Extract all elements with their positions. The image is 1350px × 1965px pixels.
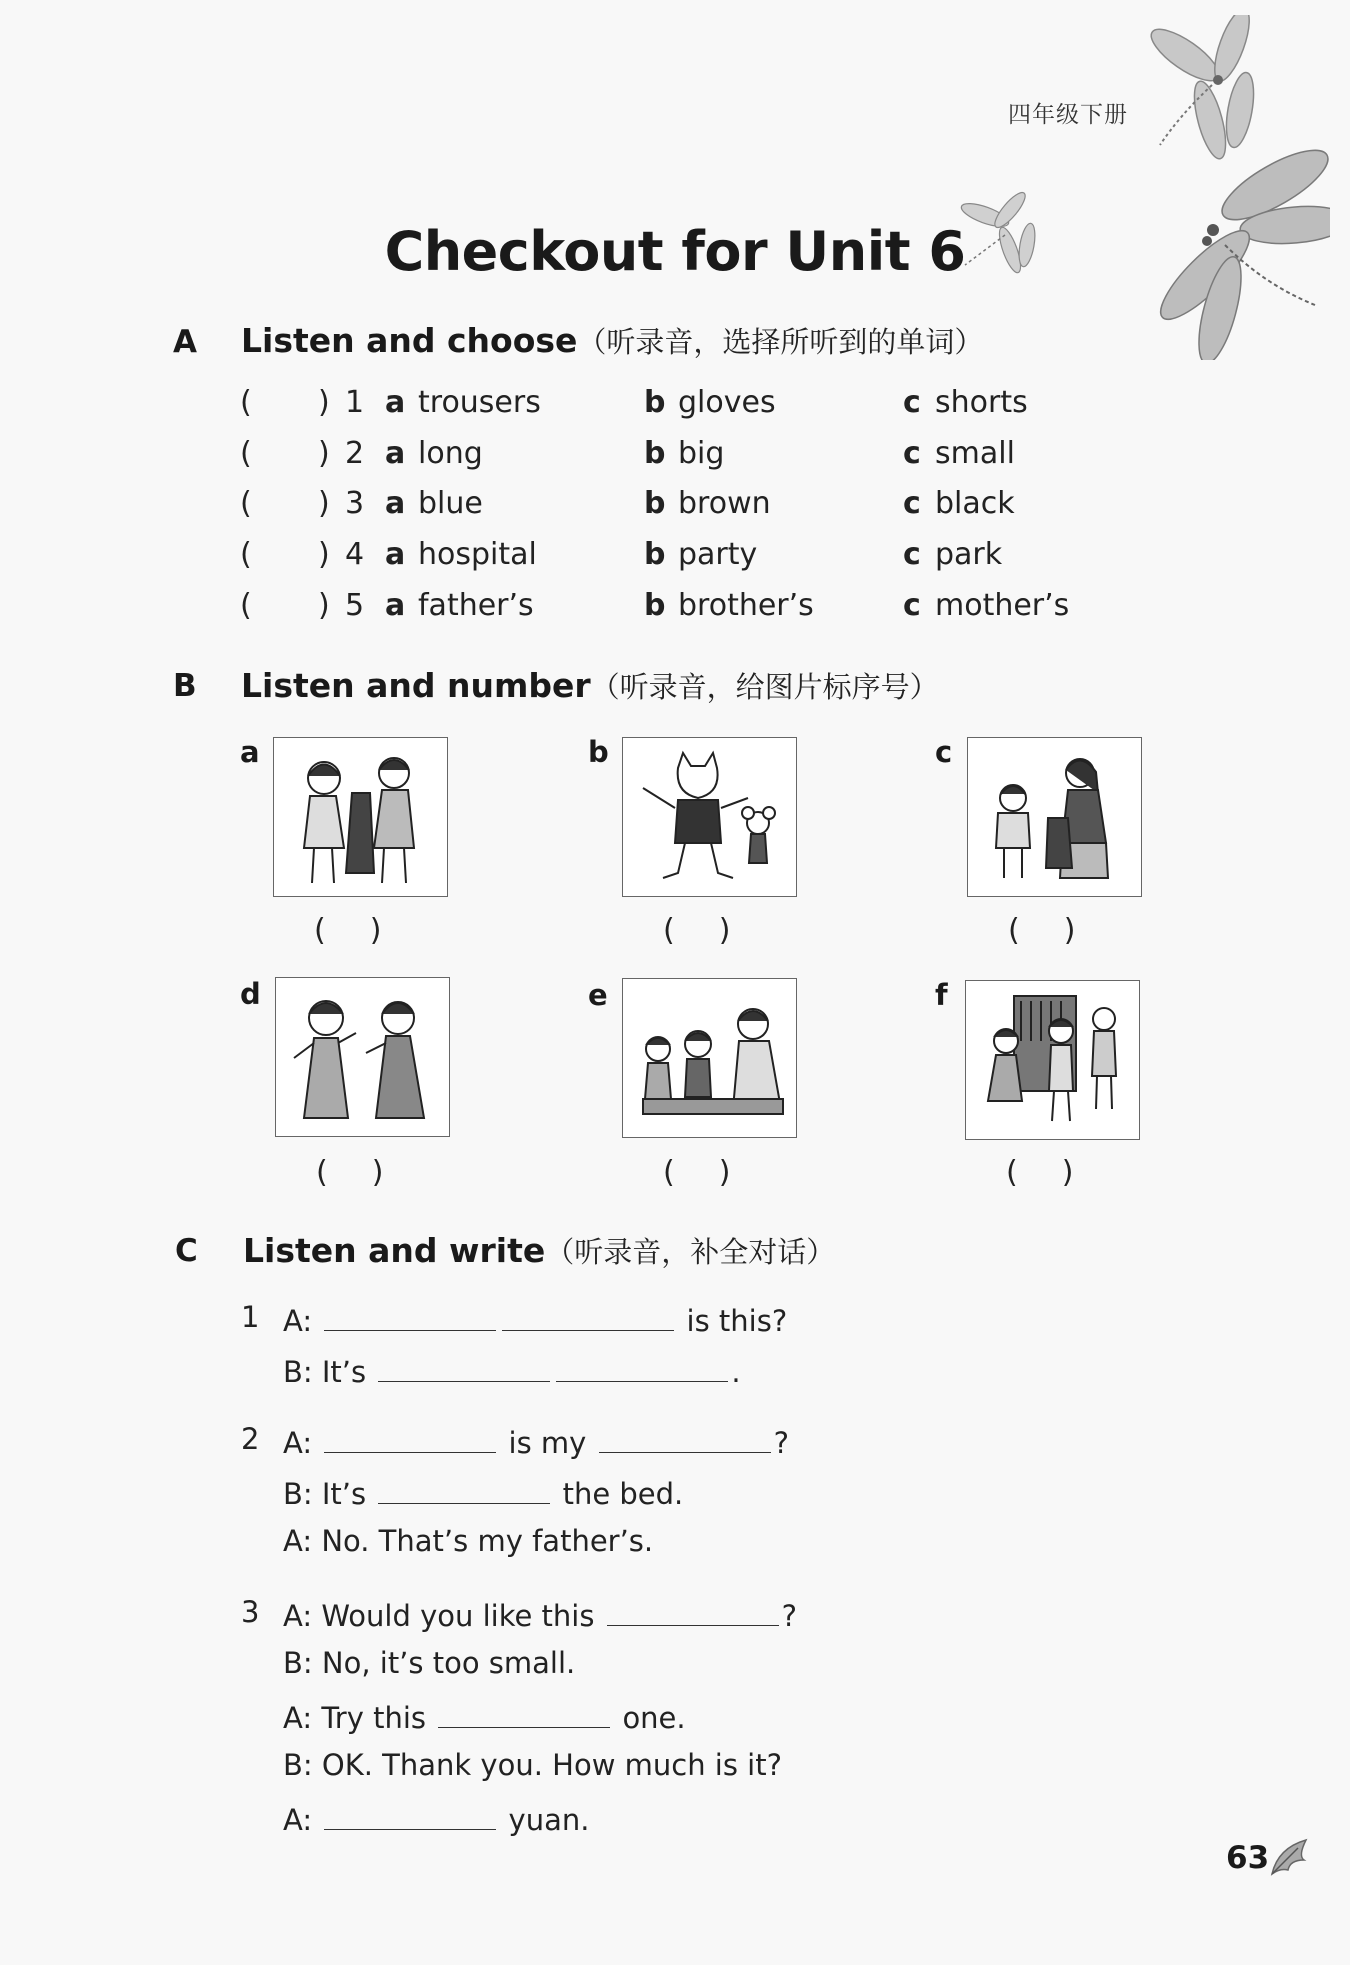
option-letter-a: a bbox=[385, 537, 406, 572]
speaker: A: Would you like this bbox=[283, 1599, 595, 1633]
answer-blank[interactable] bbox=[378, 1473, 550, 1504]
dialogue-1-line-1 bbox=[283, 1300, 787, 1338]
option-letter-c: c bbox=[903, 486, 921, 521]
option-c-word: shorts bbox=[935, 385, 1028, 420]
option-letter-c: c bbox=[903, 588, 921, 623]
section-a-title: Listen and choose bbox=[241, 321, 578, 360]
speaker: A: bbox=[283, 1304, 313, 1338]
section-a-letter: A bbox=[173, 324, 197, 360]
option-letter-a: a bbox=[385, 588, 406, 623]
answer-paren-close[interactable]: ) bbox=[318, 436, 330, 471]
two-girls-coat-image bbox=[274, 738, 447, 896]
item-number: 2 bbox=[345, 436, 365, 471]
option-letter-b: b bbox=[644, 537, 666, 572]
option-a-word: father’s bbox=[418, 588, 534, 623]
option-b-word: party bbox=[678, 537, 758, 572]
option-letter-a: a bbox=[385, 436, 406, 471]
two-girls-talking-image bbox=[276, 978, 449, 1136]
answer-parens-b[interactable]: () bbox=[663, 913, 775, 948]
answer-paren-open[interactable]: ( bbox=[240, 537, 252, 572]
page-number: 63 bbox=[1226, 1840, 1270, 1876]
option-letter-b: b bbox=[644, 436, 666, 471]
answer-blank[interactable] bbox=[324, 1422, 496, 1453]
answer-paren-close[interactable]: ) bbox=[318, 588, 330, 623]
answer-parens-a[interactable]: () bbox=[314, 913, 426, 948]
dialogue-1-line-2 bbox=[283, 1351, 741, 1389]
page-title: Checkout for Unit 6 bbox=[384, 220, 966, 283]
answer-paren-close[interactable]: ) bbox=[318, 537, 330, 572]
dialogue-2-line-3 bbox=[283, 1524, 653, 1558]
option-letter-a: a bbox=[385, 385, 406, 420]
line-text: yuan. bbox=[508, 1803, 590, 1837]
picture-e-label: e bbox=[588, 978, 608, 1012]
answer-blank[interactable] bbox=[324, 1300, 496, 1331]
picture-f-label: f bbox=[935, 978, 948, 1012]
line-text: the bed. bbox=[562, 1477, 684, 1511]
picture-d bbox=[275, 977, 450, 1137]
picture-c bbox=[967, 737, 1142, 897]
option-b-word: brother’s bbox=[678, 588, 814, 623]
children-shopping-image bbox=[966, 981, 1139, 1139]
dialogue-3-line-2 bbox=[283, 1646, 575, 1680]
picture-a bbox=[273, 737, 448, 897]
line-text: ? bbox=[773, 1426, 789, 1460]
option-letter-b: b bbox=[644, 588, 666, 623]
section-b-title: Listen and number bbox=[241, 666, 591, 705]
dialogue-3-line-3 bbox=[283, 1697, 686, 1735]
option-b-word: brown bbox=[678, 486, 771, 521]
section-c-letter: C bbox=[175, 1233, 198, 1269]
line-text: ? bbox=[781, 1599, 798, 1633]
answer-parens-d[interactable]: () bbox=[316, 1155, 428, 1190]
item-number: 1 bbox=[345, 385, 365, 420]
dialogue-1-number: 1 bbox=[241, 1300, 260, 1334]
picture-f bbox=[965, 980, 1140, 1140]
picture-b bbox=[622, 737, 797, 897]
dialogue-2-line-1 bbox=[283, 1422, 789, 1460]
option-letter-c: c bbox=[903, 537, 921, 572]
option-letter-c: c bbox=[903, 436, 921, 471]
item-number: 5 bbox=[345, 588, 365, 623]
cat-and-mouse-image bbox=[623, 738, 796, 896]
line-text: is this? bbox=[686, 1304, 788, 1338]
item-number: 4 bbox=[345, 537, 365, 572]
line-text: B: OK. Thank you. How much is it? bbox=[283, 1748, 783, 1782]
line-text: . bbox=[731, 1355, 741, 1389]
speaker: A: Try this bbox=[283, 1701, 426, 1735]
section-c-subtitle: （听录音，补全对话） bbox=[545, 1235, 836, 1269]
answer-paren-open[interactable]: ( bbox=[240, 385, 252, 420]
option-c-word: small bbox=[935, 436, 1015, 471]
option-c-word: park bbox=[935, 537, 1003, 572]
picture-c-label: c bbox=[935, 735, 953, 769]
dragonfly-top-icon bbox=[1140, 15, 1270, 160]
picture-d-label: d bbox=[240, 977, 261, 1011]
answer-blank[interactable] bbox=[438, 1697, 610, 1728]
leaf-icon bbox=[1268, 1838, 1310, 1878]
dialogue-3-line-1 bbox=[283, 1595, 797, 1633]
option-a-word: hospital bbox=[418, 537, 537, 572]
picture-b-label: b bbox=[588, 735, 609, 769]
boy-and-mother-image bbox=[968, 738, 1141, 896]
option-c-word: mother’s bbox=[935, 588, 1070, 623]
section-b-heading bbox=[241, 665, 939, 706]
option-a-word: blue bbox=[418, 486, 483, 521]
option-letter-a: a bbox=[385, 486, 406, 521]
section-c-title: Listen and write bbox=[243, 1231, 546, 1270]
option-c-word: black bbox=[935, 486, 1015, 521]
section-a-heading bbox=[241, 320, 983, 361]
section-b-letter: B bbox=[173, 668, 197, 704]
answer-blank[interactable] bbox=[502, 1300, 674, 1331]
option-a-word: trousers bbox=[418, 385, 541, 420]
item-number: 3 bbox=[345, 486, 365, 521]
dialogue-2-line-2 bbox=[283, 1473, 683, 1511]
speaker: A: bbox=[283, 1426, 313, 1460]
answer-paren-open[interactable]: ( bbox=[240, 436, 252, 471]
speaker: A: bbox=[283, 1803, 313, 1837]
dialogue-3-number: 3 bbox=[241, 1595, 260, 1629]
grade-label: 四年级下册 bbox=[1008, 102, 1128, 128]
option-b-word: big bbox=[678, 436, 725, 471]
section-b-subtitle: （听录音，给图片标序号） bbox=[590, 670, 939, 704]
answer-paren-close[interactable]: ) bbox=[318, 486, 330, 521]
picture-e bbox=[622, 978, 797, 1138]
dialogue-3-line-4 bbox=[283, 1748, 782, 1782]
option-a-word: long bbox=[418, 436, 483, 471]
answer-paren-open[interactable]: ( bbox=[240, 588, 252, 623]
speaker: B: It’s bbox=[283, 1477, 367, 1511]
speaker: B: It’s bbox=[283, 1355, 367, 1389]
option-letter-b: b bbox=[644, 385, 666, 420]
line-text: B: No, it’s too small. bbox=[283, 1646, 576, 1680]
line-text: is my bbox=[508, 1426, 587, 1460]
picture-a-label: a bbox=[240, 735, 260, 769]
children-and-teacher-image bbox=[623, 979, 796, 1137]
option-b-word: gloves bbox=[678, 385, 776, 420]
answer-blank[interactable] bbox=[607, 1595, 779, 1626]
answer-paren-close[interactable]: ) bbox=[318, 385, 330, 420]
option-letter-b: b bbox=[644, 486, 666, 521]
answer-paren-open[interactable]: ( bbox=[240, 486, 252, 521]
dialogue-3-line-5 bbox=[283, 1799, 589, 1837]
answer-blank[interactable] bbox=[599, 1422, 771, 1453]
section-a-subtitle: （听录音，选择所听到的单词） bbox=[577, 325, 984, 359]
option-letter-c: c bbox=[903, 385, 921, 420]
answer-parens-e[interactable]: () bbox=[663, 1155, 775, 1190]
line-text: one. bbox=[622, 1701, 686, 1735]
answer-blank[interactable] bbox=[378, 1351, 550, 1382]
answer-parens-f[interactable]: () bbox=[1006, 1155, 1118, 1190]
line-text: A: No. That’s my father’s. bbox=[283, 1524, 654, 1558]
answer-parens-c[interactable]: () bbox=[1008, 913, 1120, 948]
section-c-heading bbox=[243, 1230, 835, 1271]
answer-blank[interactable] bbox=[324, 1799, 496, 1830]
dialogue-2-number: 2 bbox=[241, 1422, 260, 1456]
answer-blank[interactable] bbox=[556, 1351, 728, 1382]
